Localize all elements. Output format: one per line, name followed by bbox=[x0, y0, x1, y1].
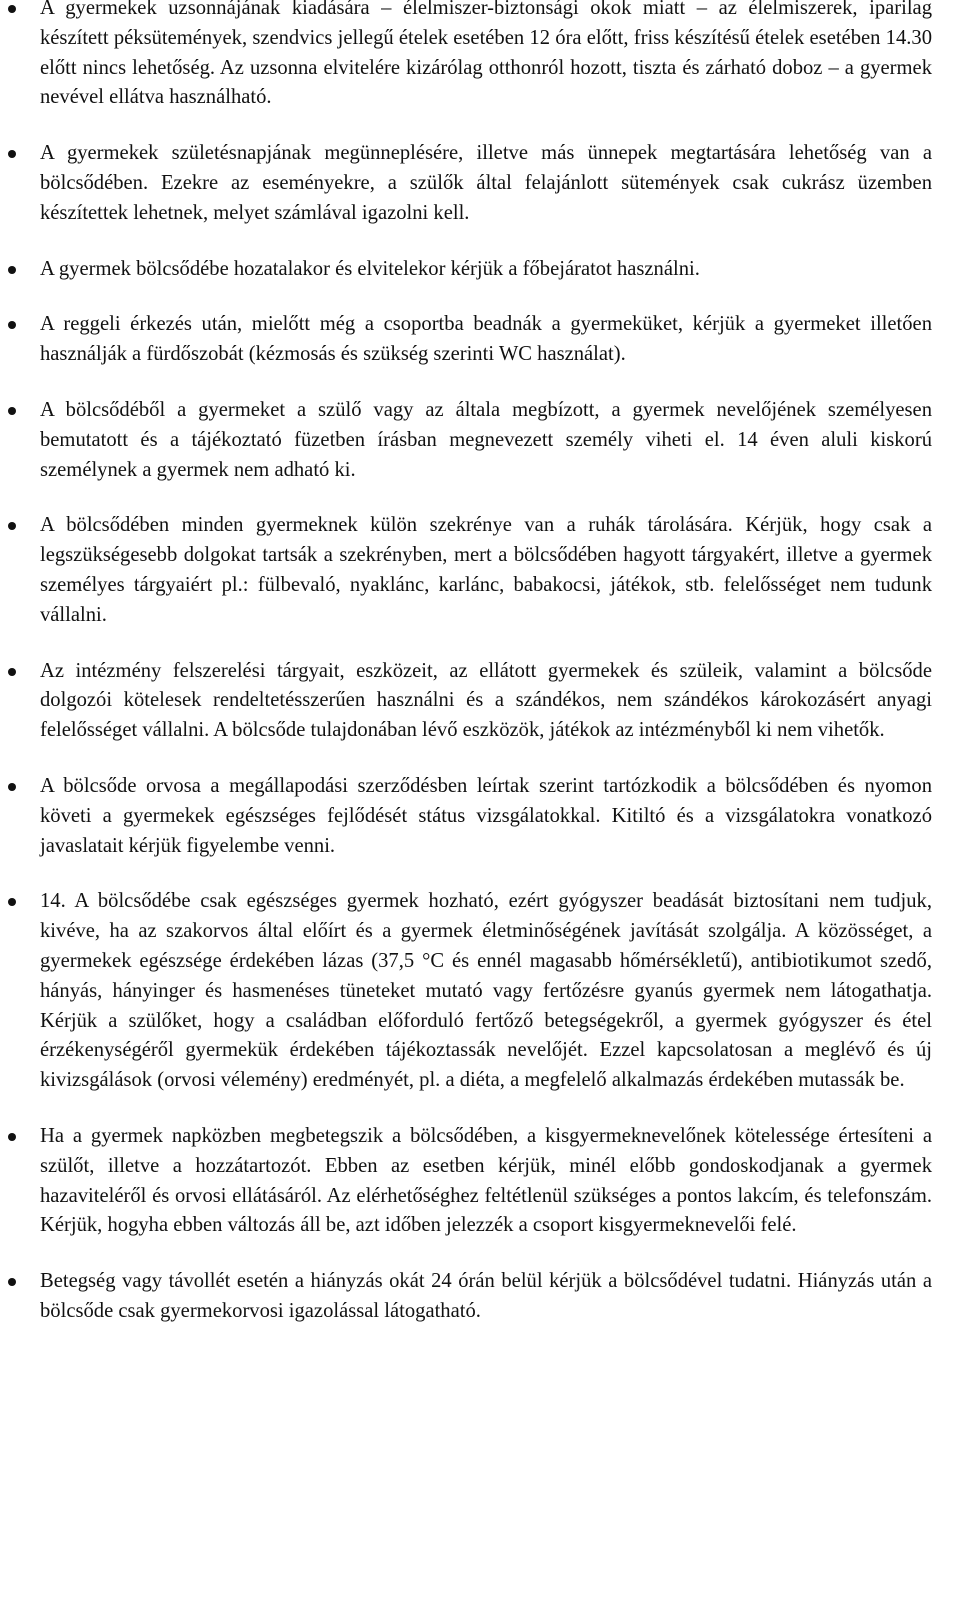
bullet-icon bbox=[8, 668, 16, 676]
list-item bbox=[8, 657, 932, 746]
paragraph-text: A gyermekek születésnapjának megünneplésére, illetve más ünnepek megtartására lehetőség van a bölcsődében. Ezekre az eseményekre, a szülők által felajánlott sütemények csak cukrász üzemben készítettek lehetnek, melyet számlával igazolni kell. bbox=[40, 142, 932, 224]
list-item bbox=[8, 511, 932, 630]
bullet-icon bbox=[8, 1133, 16, 1141]
paragraph-text: A bölcsődéből a gyermeket a szülő vagy az általa megbízott, a gyermek nevelőjének személyesen bemutatott és a tájékoztató füzetben írásban megnevezett személy viheti el. 14 éven aluli kiskorú személynek a gyermek nem adható ki. bbox=[40, 398, 932, 481]
list-item bbox=[8, 772, 932, 861]
bullet-icon bbox=[8, 898, 16, 906]
paragraph-text: Betegség vagy távollét esetén a hiányzás okát 24 órán belül kérjük a bölcsődével tudatni. Hiányzás után a bölcsőde csak gyermekorvosi igazolással látogatható. bbox=[40, 1270, 932, 1322]
bullet-icon bbox=[8, 783, 16, 791]
list-item bbox=[8, 887, 932, 1096]
list-item bbox=[8, 255, 932, 285]
bullet-icon bbox=[8, 407, 16, 415]
paragraph-text: A bölcsőde orvosa a megállapodási szerződésben leírtak szerint tartózkodik a bölcsődében és nyomon követi a gyermekek egészséges fejlődését státus vizsgálatokkal. Kitiltó és a vizsgálatokra vonatkozó javaslatait kérjük figyelembe venni. bbox=[40, 774, 932, 857]
paragraph-text: Ha a gyermek napközben megbetegszik a bölcsődében, a kisgyermeknevelőnek kötelessége értesíteni a szülőt, illetve a hozzátartozót. Ebben az esetben kérjük, minél előbb gondoskodjanak a gyermek hazaviteléről és orvosi ellátásáról. Az elérhetőséghez feltétlenül szükséges a pontos lakcím, és telefonszám. Kérjük, hogyha ebben változás áll be, azt időben jelezzék a csoport kisgyermeknevelői felé. bbox=[40, 1124, 932, 1237]
paragraph-text: Az intézmény felszerelési tárgyait, eszközeit, az ellátott gyermekek és szüleik, valamint a bölcsőde dolgozói kötelesek rendeltetésszerűen használni és a szándékos, nem szándékos károkozásért anyagi felelősséget vállalni. A bölcsőde tulajdonában lévő eszközök, játékok az intézményből ki nem vihetők. bbox=[40, 659, 932, 742]
rules-bullet-list bbox=[8, 0, 932, 1327]
list-item bbox=[8, 396, 932, 485]
paragraph-text: 14. A bölcsődébe csak egészséges gyermek hozható, ezért gyógyszer beadását biztosítani nem tudjuk, kivéve, ha az szakorvos által előírt és a gyermek életminőségének javítását szolgálja. A közösséget, a gyermekek egészsége érdekében lázas (37,5 °C és ennél magasabb hőmérsékletű), antibiotikumot szedő, hányás, hányinger és hasmenéses tüneteket mutató vagy fertőzésre gyanús gyermek nem látogathatja. Kérjük a szülőket, hogy a családban előforduló fertőző betegségekről, a gyermek gyógyszer és étel érzékenységéről gyermekük érdekében tájékoztassák nevelőjét. Ezzel kapcsolatosan a meglévő és új kivizsgálások (orvosi vélemény) eredményét, pl. a diéta, a megfelelő alkalmazás érdekében mutassák be. bbox=[40, 890, 932, 1092]
bullet-icon bbox=[8, 150, 16, 158]
bullet-icon bbox=[8, 522, 16, 530]
list-item bbox=[8, 1267, 932, 1327]
bullet-icon bbox=[8, 5, 16, 13]
bullet-icon bbox=[8, 321, 16, 329]
paragraph-text: A gyermek bölcsődébe hozatalakor és elvitelekor kérjük a főbejáratot használni. bbox=[40, 257, 700, 280]
paragraph-text: A gyermekek uzsonnájának kiadására – élelmiszer-biztonsági okok miatt – az élelmiszerek, iparilag készített péksütemények, szendvics jellegű ételek esetében 12 óra előtt, friss készítésű ételek esetében 14.30 előtt nincs lehetőség. Az uzsonna elvitelére kizárólag otthonról hozott, tiszta és zárható doboz – a gyermek nevével ellátva használható. bbox=[40, 0, 932, 109]
bullet-icon bbox=[8, 1278, 16, 1286]
paragraph-text: A reggeli érkezés után, mielőtt még a csoportba beadnák a gyermeküket, kérjük a gyermeket illetően használják a fürdőszobát (kézmosás és szükség szerinti WC használat). bbox=[40, 313, 932, 366]
bullet-icon bbox=[8, 266, 16, 274]
paragraph-text: A bölcsődében minden gyermeknek külön szekrénye van a ruhák tárolására. Kérjük, hogy csak a legszükségesebb dolgokat tartsák a szekrényben, mert a bölcsődében hagyott tárgyakért, illetve a gyermek személyes tárgyaiért pl.: fülbevaló, nyaklánc, karlánc, babakocsi, játékok, stb. felelősséget nem tudunk vállalni. bbox=[40, 514, 932, 626]
list-item bbox=[8, 310, 932, 370]
list-item bbox=[8, 139, 932, 228]
list-item bbox=[8, 1122, 932, 1241]
list-item bbox=[8, 0, 932, 113]
